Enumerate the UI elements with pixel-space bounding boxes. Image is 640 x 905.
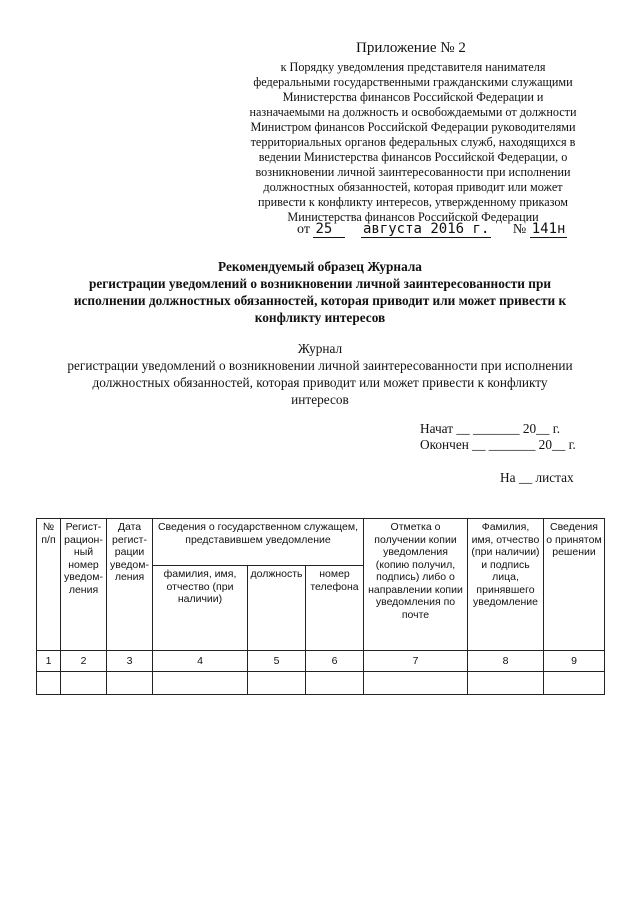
journal-sheets: На __ листах (500, 470, 574, 485)
appendix-line: федеральными государственными гражданскими служащими (253, 75, 573, 89)
empty-cell (306, 672, 364, 695)
column-number: 5 (248, 651, 306, 672)
appendix-line: Министерства финансов Российской Федерации (287, 210, 539, 224)
appendix-line: территориальных органов федеральных служб, находящихся в (250, 135, 576, 149)
header-reg-date: Дата регист-рации уведом-ления (107, 519, 153, 651)
sample-title (40, 258, 600, 326)
header-reg-number: Регист-рацион-ный номер уведом-ления (61, 519, 107, 651)
appendix-line: привести к конфликту интересов, утвержденному приказом (258, 195, 568, 209)
table-empty-row (37, 672, 605, 695)
column-number: 2 (61, 651, 107, 672)
appendix-line: Министром финансов Российской Федерации руководителями (250, 120, 576, 134)
appendix-description (228, 60, 598, 225)
appendix-line: к Порядку уведомления представителя нанимателя (280, 60, 546, 74)
header-decision: Сведения о принятом решении (544, 519, 605, 651)
empty-cell (364, 672, 468, 695)
column-number: 6 (306, 651, 364, 672)
sample-title-line: конфликту интересов (254, 310, 386, 325)
table-header-row (37, 519, 605, 566)
appendix-line: Министерства финансов Российской Федерации и (282, 90, 544, 104)
sample-title-line: Рекомендуемый образец Журнала (218, 259, 422, 274)
journal-title-line: интересов (291, 392, 349, 407)
empty-cell (544, 672, 605, 695)
header-servant-position: должность (248, 566, 306, 651)
order-number-label: № (512, 222, 527, 237)
order-number: 141н (531, 221, 566, 237)
journal-title-line: Журнал (297, 341, 343, 356)
order-reference (297, 221, 567, 238)
appendix-line: ведении Министерства финансов Российской Федерации, о (258, 150, 568, 164)
column-number: 3 (107, 651, 153, 672)
journal-title (40, 340, 600, 408)
header-servant-name: фамилия, имя, отчество (при наличии) (153, 566, 248, 651)
order-from-label: от (297, 222, 310, 237)
appendix-line: возникновении личной заинтересованности при исполнении (255, 165, 571, 179)
header-copy-mark: Отметка о получении копии уведомления (копию получил, подпись) либо о направлении копии уведомления по почте (364, 519, 468, 651)
journal-started: Начат __ _______ 20__ г. (420, 421, 561, 436)
empty-cell (248, 672, 306, 695)
journal-table (36, 518, 605, 695)
table-column-numbers-row (37, 651, 605, 672)
column-number: 4 (153, 651, 248, 672)
journal-ended: Окончен __ _______ 20__ г. (420, 437, 576, 452)
header-servant-group: Сведения о государственном служащем, представившем уведомление (153, 519, 364, 566)
column-number: 7 (364, 651, 468, 672)
column-number: 1 (37, 651, 61, 672)
empty-cell (153, 672, 248, 695)
empty-cell (61, 672, 107, 695)
appendix-title: Приложение № 2 (356, 40, 466, 56)
empty-cell (37, 672, 61, 695)
order-month-year: августа 2016 г. (362, 221, 490, 237)
header-servant-phone: номер телефона (306, 566, 364, 651)
appendix-line: должностных обязанностей, которая приводит или может (263, 180, 563, 194)
empty-cell (107, 672, 153, 695)
journal-title-line: должностных обязанностей, которая приводит или может привести к конфликту (92, 375, 548, 390)
sample-title-line: регистрации уведомлений о возникновении личной заинтересованности при (88, 276, 552, 291)
column-number: 9 (544, 651, 605, 672)
appendix-line: назначаемыми на должность и освобождаемыми от должности (249, 105, 577, 119)
column-number: 8 (468, 651, 544, 672)
journal-title-line: регистрации уведомлений о возникновении личной заинтересованности при исполнении (67, 358, 573, 373)
header-num: № п/п (37, 519, 61, 651)
header-receiver: Фамилия, имя, отчество (при наличии) и подпись лица, принявшего уведомление (468, 519, 544, 651)
empty-cell (468, 672, 544, 695)
order-day: 25 (313, 221, 345, 238)
sample-title-line: исполнении должностных обязанностей, которая приводит или может привести к (73, 293, 567, 308)
